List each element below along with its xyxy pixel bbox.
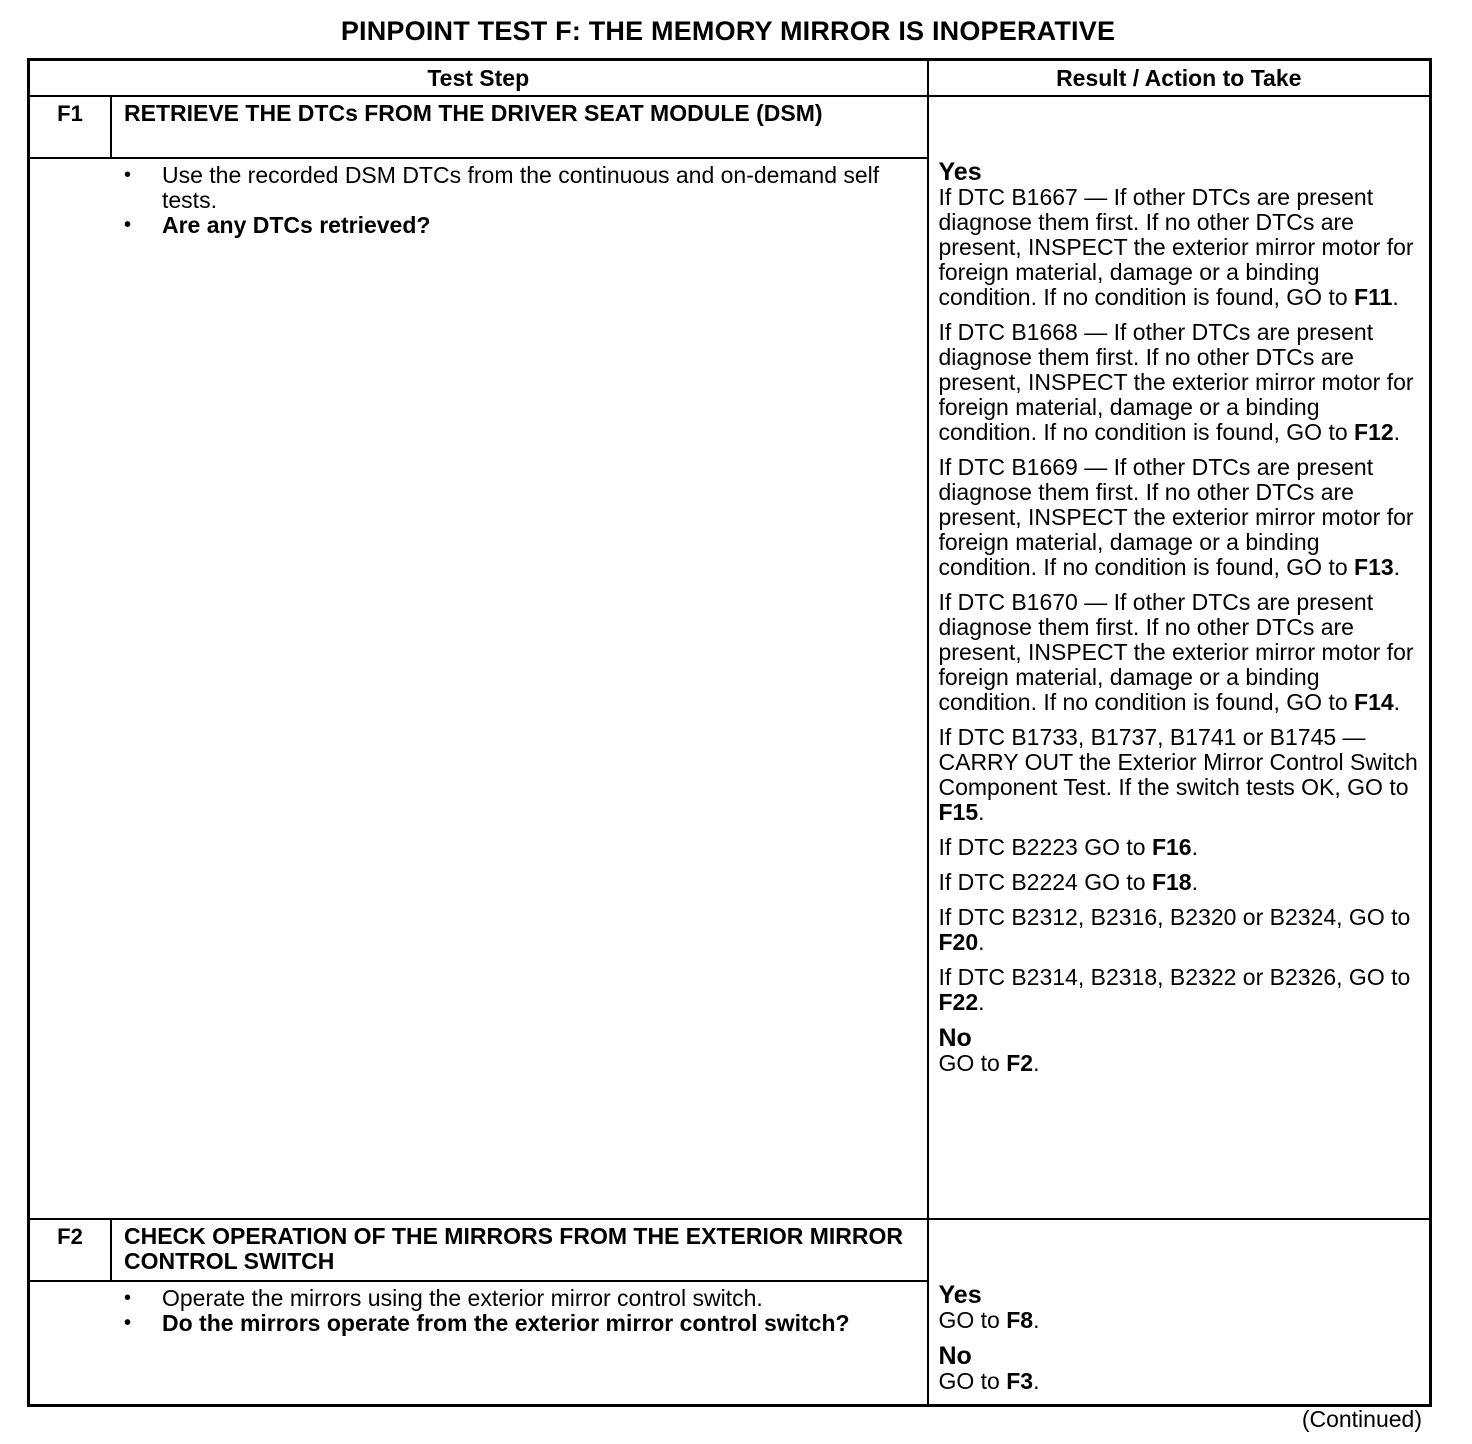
result-action bbox=[939, 1308, 1422, 1333]
goto-step-ref: F2 bbox=[1006, 1050, 1034, 1076]
step-id: F2 bbox=[30, 1220, 112, 1280]
action-text: If DTC B1669 — If other DTCs are present diagnose them first. If no other DTCs are present, INSPECT the exterior mirror motor for foreign material, damage or a binding condition. If no condition is found, GO to bbox=[938, 454, 1414, 580]
action-tail: . bbox=[1191, 834, 1198, 860]
goto-step-ref: F12 bbox=[1354, 419, 1394, 445]
action-tail: . bbox=[1392, 284, 1399, 310]
step-header bbox=[30, 97, 927, 159]
table-header-row bbox=[29, 60, 1431, 97]
bullet-icon: • bbox=[124, 164, 132, 186]
action-text: If DTC B1668 — If other DTCs are present diagnose them first. If no other DTCs are present, INSPECT the exterior mirror motor for foreign material, damage or a binding condition. If no condition is found, GO to bbox=[938, 319, 1414, 445]
header-test-step: Test Step bbox=[29, 60, 928, 97]
bullet-icon: • bbox=[124, 214, 132, 236]
instruction-text: Are any DTCs retrieved? bbox=[162, 212, 431, 238]
test-step-cell bbox=[29, 1219, 928, 1406]
action-tail: . bbox=[1393, 689, 1401, 715]
action-tail: . bbox=[1033, 1050, 1040, 1076]
header-result-action: Result / Action to Take bbox=[928, 60, 1431, 97]
instruction-text: Use the recorded DSM DTCs from the continuous and on-demand self tests. bbox=[162, 162, 880, 213]
result-action bbox=[939, 905, 1422, 955]
result-action bbox=[939, 1369, 1422, 1394]
result-action bbox=[939, 185, 1422, 310]
goto-step-ref: F15 bbox=[938, 799, 979, 825]
step-id: F1 bbox=[30, 97, 112, 157]
bullet-icon: • bbox=[124, 1287, 132, 1309]
no-result-heading: No bbox=[938, 1024, 972, 1052]
result-cell bbox=[928, 1219, 1431, 1406]
action-text: GO to bbox=[938, 1050, 1007, 1076]
step-question bbox=[122, 213, 927, 238]
action-tail: . bbox=[978, 989, 985, 1015]
action-text: If DTC B2224 GO to bbox=[938, 869, 1152, 895]
action-tail: . bbox=[1393, 419, 1401, 445]
action-text: GO to bbox=[938, 1368, 1007, 1394]
action-text: If DTC B2223 GO to bbox=[938, 834, 1152, 860]
goto-step-ref: F13 bbox=[1354, 554, 1394, 580]
goto-step-ref: F14 bbox=[1354, 689, 1394, 715]
goto-step-ref: F8 bbox=[1006, 1307, 1034, 1333]
result-action bbox=[939, 835, 1422, 860]
test-step-row bbox=[29, 1219, 1431, 1406]
step-instructions bbox=[30, 159, 927, 238]
result-action bbox=[939, 725, 1422, 825]
step-instruction bbox=[122, 1286, 927, 1311]
step-instruction bbox=[122, 163, 927, 213]
result-action bbox=[939, 1051, 1422, 1076]
goto-step-ref: F16 bbox=[1151, 834, 1192, 860]
result-cell bbox=[928, 96, 1431, 1219]
continued-note: (Continued) bbox=[1301, 1406, 1422, 1432]
instruction-text: Do the mirrors operate from the exterior mirror control switch? bbox=[162, 1310, 850, 1336]
instruction-text: Operate the mirrors using the exterior mirror control switch. bbox=[162, 1285, 763, 1311]
goto-step-ref: F22 bbox=[938, 989, 979, 1015]
action-text: If DTC B1667 — If other DTCs are present diagnose them first. If no other DTCs are present, INSPECT the exterior mirror motor for foreign material, damage or a binding condition. If no condition is found, GO to bbox=[938, 184, 1414, 310]
action-text: If DTC B2314, B2318, B2322 or B2326, GO to bbox=[938, 964, 1411, 990]
action-tail: . bbox=[978, 929, 985, 955]
step-question bbox=[122, 1311, 927, 1336]
action-tail: . bbox=[1393, 554, 1401, 580]
action-text: If DTC B2312, B2316, B2320 or B2324, GO to bbox=[938, 904, 1411, 930]
action-tail: . bbox=[1033, 1368, 1040, 1394]
goto-step-ref: F20 bbox=[938, 929, 979, 955]
page-title: PINPOINT TEST F: THE MEMORY MIRROR IS INOPERATIVE bbox=[340, 16, 1116, 46]
pinpoint-test-table bbox=[27, 58, 1432, 1407]
step-instructions bbox=[30, 1282, 927, 1336]
no-result-heading: No bbox=[938, 1342, 972, 1370]
action-text: GO to bbox=[938, 1307, 1007, 1333]
step-title: RETRIEVE THE DTCs FROM THE DRIVER SEAT MODULE (DSM) bbox=[124, 100, 823, 126]
goto-step-ref: F18 bbox=[1151, 869, 1192, 895]
result-action bbox=[939, 590, 1422, 715]
test-step-row bbox=[29, 96, 1431, 1219]
result-action bbox=[939, 965, 1422, 1015]
result-action bbox=[939, 455, 1422, 580]
goto-step-ref: F11 bbox=[1354, 284, 1393, 310]
step-header bbox=[30, 1220, 927, 1282]
result-action bbox=[939, 870, 1422, 895]
action-text: If DTC B1733, B1737, B1741 or B1745 — CARRY OUT the Exterior Mirror Control Switch Component Test. If the switch tests OK, GO to bbox=[938, 724, 1418, 800]
bullet-icon: • bbox=[124, 1312, 132, 1334]
test-step-cell bbox=[29, 96, 928, 1219]
steps-body bbox=[29, 96, 1431, 1406]
action-tail: . bbox=[1191, 869, 1198, 895]
yes-result-heading: Yes bbox=[938, 1281, 982, 1309]
step-title: CHECK OPERATION OF THE MIRRORS FROM THE EXTERIOR MIRROR CONTROL SWITCH bbox=[124, 1223, 904, 1274]
action-tail: . bbox=[978, 799, 985, 825]
action-text: If DTC B1670 — If other DTCs are present diagnose them first. If no other DTCs are present, INSPECT the exterior mirror motor for foreign material, damage or a binding condition. If no condition is found, GO to bbox=[938, 589, 1414, 715]
result-action bbox=[939, 320, 1422, 445]
goto-step-ref: F3 bbox=[1006, 1368, 1034, 1394]
yes-result-heading: Yes bbox=[938, 158, 982, 186]
action-tail: . bbox=[1033, 1307, 1040, 1333]
